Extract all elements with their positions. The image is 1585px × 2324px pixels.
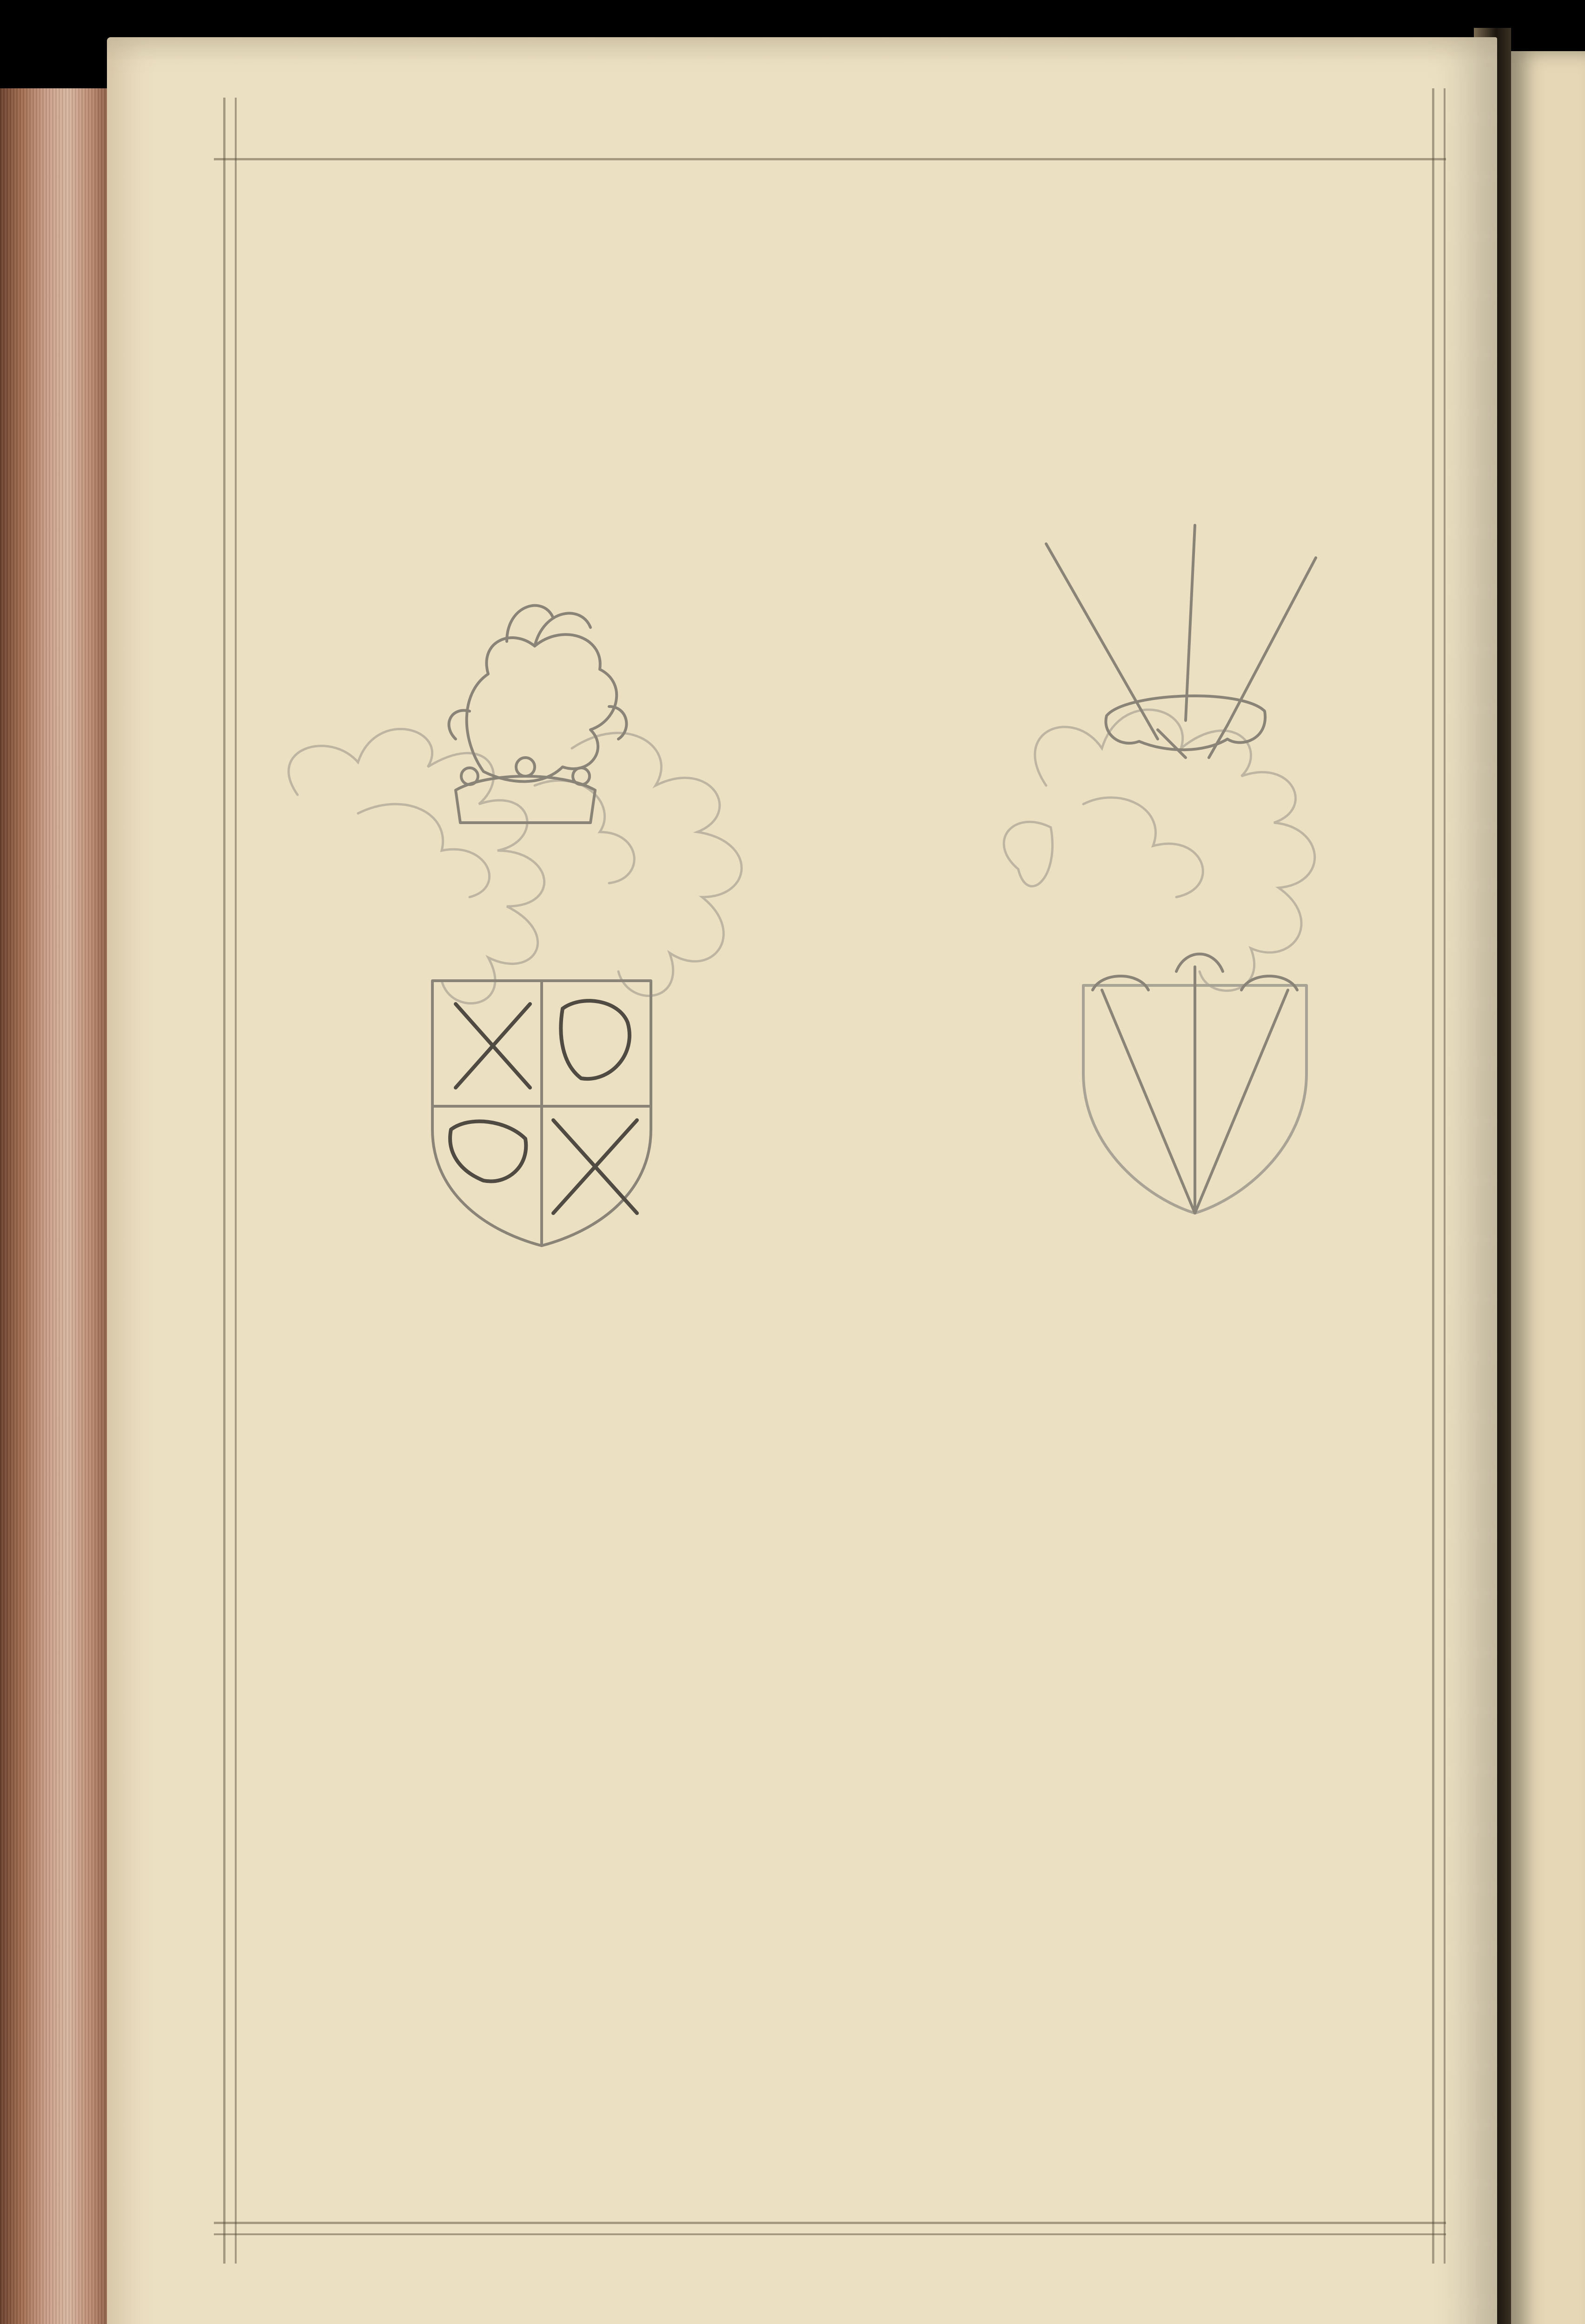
facing-page [1511, 51, 1585, 2324]
frame-rule-top [214, 158, 1446, 160]
frame-rule-bottom [214, 2222, 1446, 2224]
coat-of-arms-wertter [209, 488, 930, 1278]
coat-of-arms-egstett [907, 488, 1488, 1278]
manuscript-page [107, 37, 1497, 2324]
page-edge-left [0, 88, 114, 2324]
frame-rule-bottom-inner [214, 2233, 1446, 2235]
